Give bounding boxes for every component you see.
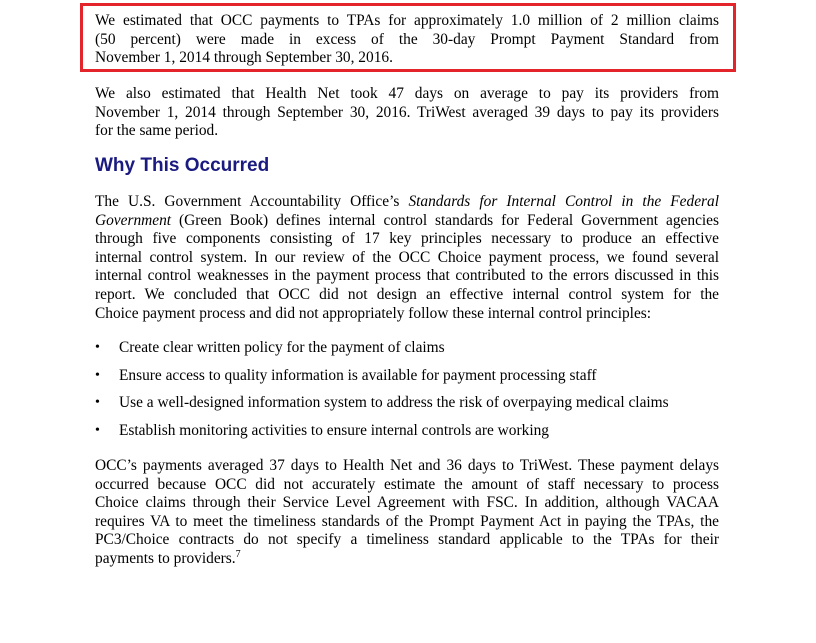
paragraph-line: [95, 212, 719, 231]
internal-control-paragraph: [95, 193, 719, 323]
line-text: (Green Book) defines internal control standards for Federal Government agencies: [171, 211, 719, 229]
paragraph-line: [95, 550, 719, 569]
list-item-text: Establish monitoring activities to ensure internal controls are working: [119, 421, 549, 439]
footnote-marker[interactable]: 7: [235, 548, 241, 560]
line-text: payments to providers.: [95, 549, 236, 567]
paragraph-line: November 1, 2014 through September 30, 2016.: [95, 49, 393, 67]
paragraph-line: Choice payment process and did not appropriately follow these internal control principles:: [95, 304, 652, 322]
paragraph-line: internal control system. In our review of the OCC Choice payment process, we found several: [95, 248, 719, 266]
paragraph-line: occurred because OCC did not accurately estimate the amount of staff necessary to process: [95, 475, 719, 493]
italic-title: Standards for Internal Control in the Federal: [408, 193, 719, 210]
paragraph-line: November 1, 2014 through September 30, 2016. TriWest averaged 39 days to pay its providers: [95, 103, 719, 121]
paragraph-line: Choice claims through their Service Level Agreement with FSC. In addition, although VACAA: [95, 494, 719, 512]
paragraph-line: report. We concluded that OCC did not design an effective internal control system for the: [95, 285, 719, 303]
health-net-paragraph: [95, 85, 719, 141]
section-heading: Why This Occurred: [95, 155, 270, 176]
bullet-icon: •: [95, 340, 100, 355]
paragraph-line: requires VA to meet the timeliness standards of the Prompt Payment Act in paying the TPAs, the: [95, 512, 719, 530]
paragraph-line: We also estimated that Health Net took 47 days on average to pay its providers from: [95, 85, 719, 102]
list-item: [95, 422, 735, 450]
bullet-icon: •: [95, 395, 100, 410]
paragraph-line: OCC’s payments averaged 37 days to Health Net and 36 days to TriWest. These payment delays: [95, 457, 719, 474]
bullet-icon: •: [95, 367, 100, 383]
paragraph-line: for the same period.: [95, 122, 219, 140]
italic-title: Government: [95, 211, 172, 229]
list-item: [95, 367, 735, 395]
list-item-text: Ensure access to quality information is available for payment processing staff: [119, 366, 597, 384]
paragraph-line: internal control weaknesses in the payment process that contributed to the errors discussed in this: [95, 267, 719, 285]
paragraph-line: We estimated that OCC payments to TPAs for approximately 1.0 million of 2 million claims: [95, 12, 719, 29]
list-item: [95, 394, 735, 422]
paragraph-line: (50 percent) were made in excess of the 30-day Prompt Payment Standard from: [95, 30, 719, 48]
payment-delays-paragraph: [95, 457, 719, 569]
list-item-text: Create clear written policy for the payment of claims: [119, 339, 445, 356]
list-item-text: Use a well-designed information system to address the risk of overpaying medical claims: [119, 394, 669, 411]
highlighted-paragraph: [95, 12, 719, 68]
paragraph-line: PC3/Choice contracts do not specify a timeliness standard applicable to the TPAs for their: [95, 531, 719, 549]
list-item: [95, 339, 735, 367]
line-text: The U.S. Government Accountability Office’s: [95, 193, 409, 210]
principles-list: [95, 339, 735, 449]
bullet-icon: •: [95, 422, 100, 438]
paragraph-line: through five components consisting of 17 key principles necessary to produce an effective: [95, 230, 719, 248]
paragraph-line: [95, 193, 719, 212]
